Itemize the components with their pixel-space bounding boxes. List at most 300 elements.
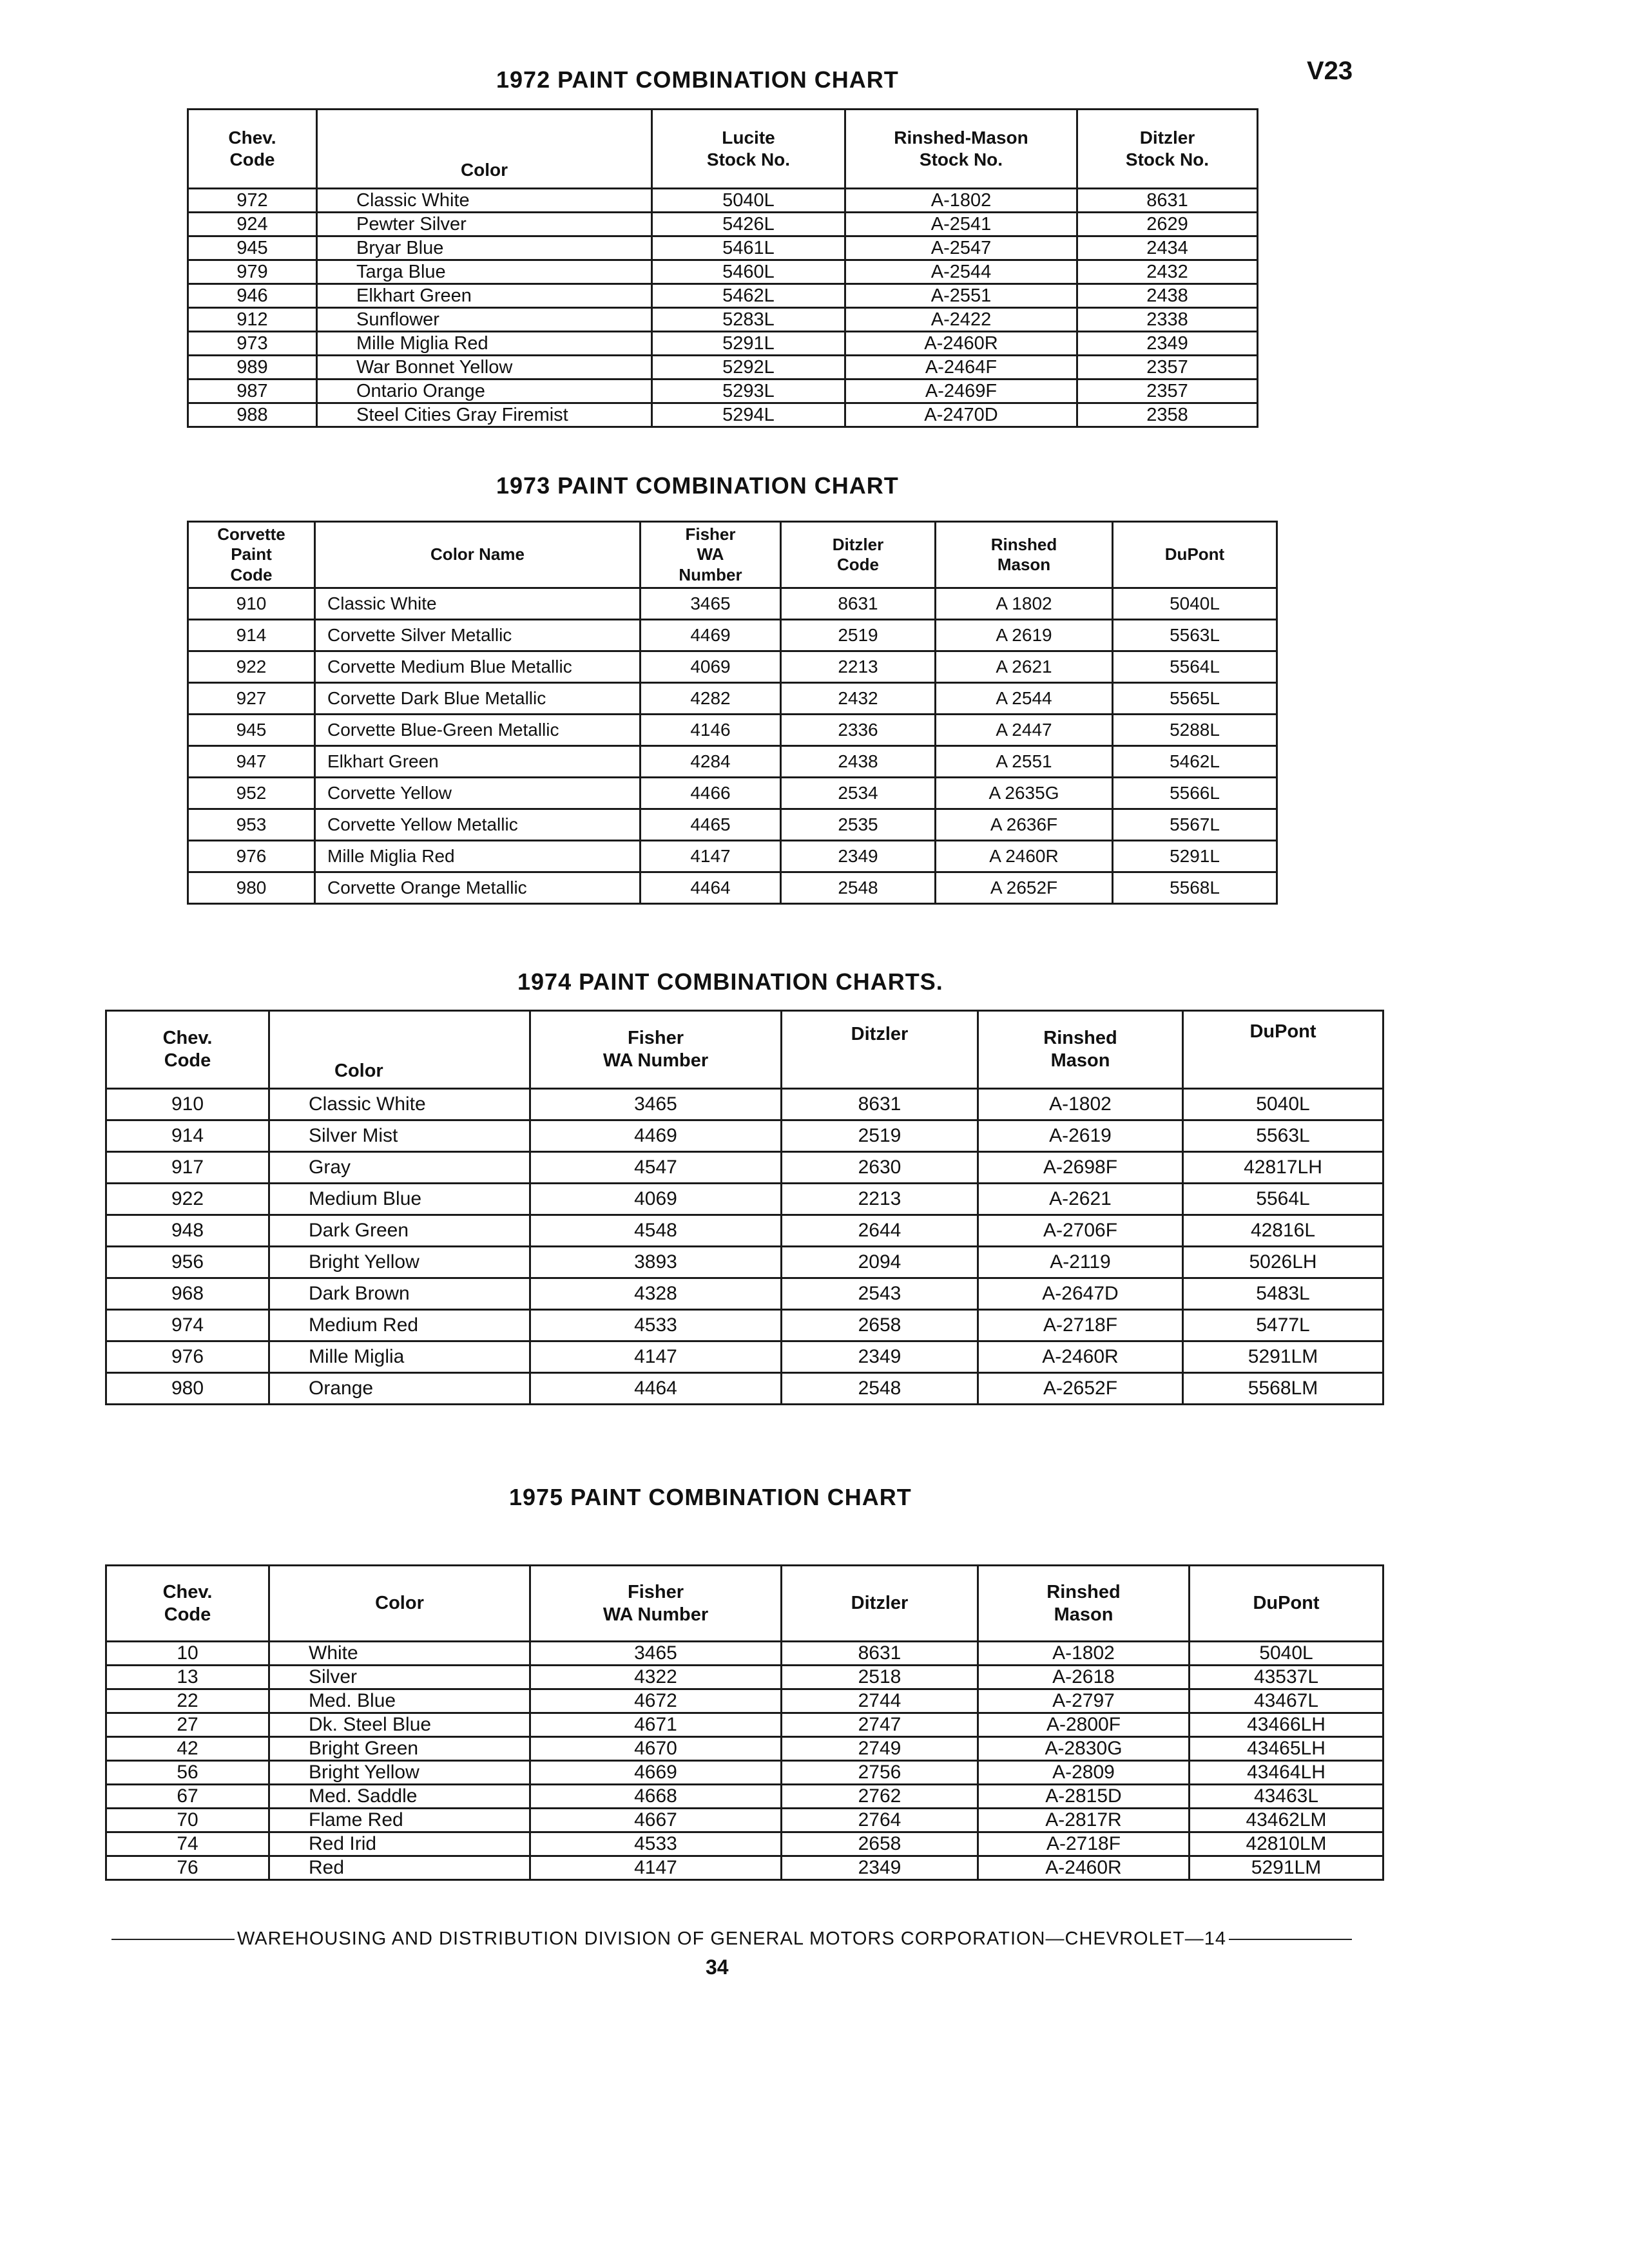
table-cell: 5564L — [1183, 1184, 1383, 1215]
table-cell: A-2718F — [978, 1832, 1190, 1856]
table-cell: Corvette Silver Metallic — [315, 620, 641, 651]
table-cell: 947 — [188, 746, 315, 778]
table-cell: 5040L — [652, 189, 845, 213]
table-cell: 2519 — [782, 1120, 978, 1152]
table-cell: A-2460R — [845, 332, 1077, 356]
table-cell: 5461L — [652, 236, 845, 260]
header-lucite: Lucite Stock No. — [652, 110, 845, 189]
table-cell: A-2698F — [978, 1152, 1183, 1184]
table-cell: 5288L — [1113, 715, 1277, 746]
table-cell: A 2544 — [936, 683, 1113, 715]
table-cell: 2519 — [781, 620, 936, 651]
table-cell: 76 — [106, 1856, 269, 1880]
table-cell: 8631 — [782, 1089, 978, 1120]
table-cell: A-2800F — [978, 1713, 1190, 1737]
header-dupont: DuPont — [1113, 522, 1277, 588]
table-cell: 42817LH — [1183, 1152, 1383, 1184]
table-row — [188, 715, 1277, 746]
table-cell: 2658 — [782, 1310, 978, 1341]
table-cell: 4547 — [530, 1152, 782, 1184]
table-row — [106, 1089, 1383, 1120]
table-cell: A-2621 — [978, 1184, 1183, 1215]
footer-rule-right — [1229, 1939, 1352, 1940]
table-cell: 4147 — [530, 1856, 782, 1880]
table-cell: 5291LM — [1183, 1341, 1383, 1373]
table-cell: Med. Saddle — [269, 1785, 530, 1809]
table-row — [188, 260, 1258, 284]
table-cell: War Bonnet Yellow — [317, 356, 652, 380]
table-cell: 4668 — [530, 1785, 782, 1809]
table-row — [106, 1341, 1383, 1373]
table-cell: Corvette Yellow — [315, 778, 641, 809]
table-cell: 914 — [106, 1120, 269, 1152]
table-cell: 972 — [188, 189, 317, 213]
header-color-name: Color Name — [315, 522, 641, 588]
table-row — [106, 1247, 1383, 1278]
table-cell: Ontario Orange — [317, 380, 652, 403]
table-cell: 5563L — [1113, 620, 1277, 651]
table-cell: A 2635G — [936, 778, 1113, 809]
table-cell: Silver — [269, 1666, 530, 1689]
table-cell: 3465 — [530, 1089, 782, 1120]
table-row — [188, 809, 1277, 841]
table-cell: Bryar Blue — [317, 236, 652, 260]
table-cell: Corvette Blue-Green Metallic — [315, 715, 641, 746]
table-cell: Dark Brown — [269, 1278, 530, 1310]
table-row — [106, 1761, 1383, 1785]
table-row — [188, 651, 1277, 683]
table-cell: 4147 — [530, 1341, 782, 1373]
table-row — [106, 1310, 1383, 1341]
table-cell: 4322 — [530, 1666, 782, 1689]
chart-1975-title: 1975 PAINT COMBINATION CHART — [509, 1484, 912, 1510]
table-cell: 4466 — [641, 778, 781, 809]
table-cell: 956 — [106, 1247, 269, 1278]
table-cell: 67 — [106, 1785, 269, 1809]
table-row — [188, 841, 1277, 872]
table-cell: 2349 — [1077, 332, 1258, 356]
table-cell: 948 — [106, 1215, 269, 1247]
table-cell: 953 — [188, 809, 315, 841]
header-rinshed-mason: Rinshed Mason — [978, 1566, 1190, 1642]
table-row — [188, 620, 1277, 651]
table-cell: Elkhart Green — [317, 284, 652, 308]
header-dupont: DuPont — [1190, 1566, 1383, 1642]
table-cell: 5294L — [652, 403, 845, 427]
header-chev-code: Chev. Code — [106, 1011, 269, 1089]
table-cell: Medium Red — [269, 1310, 530, 1341]
header-chev-code: Chev. Code — [106, 1566, 269, 1642]
table-cell: A-2652F — [978, 1373, 1183, 1405]
table-cell: 5291LM — [1190, 1856, 1383, 1880]
header-ditzler-code: Ditzler Code — [781, 522, 936, 588]
table-cell: A-2618 — [978, 1666, 1190, 1689]
paint-table-1974 — [105, 1010, 1384, 1405]
table-cell: 74 — [106, 1832, 269, 1856]
table-cell: A-1802 — [978, 1642, 1190, 1666]
table-cell: 2349 — [782, 1856, 978, 1880]
page-number: 34 — [706, 1956, 729, 1979]
table-cell: 22 — [106, 1689, 269, 1713]
table-row — [106, 1642, 1383, 1666]
table-row — [188, 189, 1258, 213]
table-cell: A 1802 — [936, 588, 1113, 620]
chart-1974-title: 1974 PAINT COMBINATION CHARTS. — [517, 968, 943, 995]
table-row — [106, 1278, 1383, 1310]
table-cell: 976 — [106, 1341, 269, 1373]
table-cell: Classic White — [315, 588, 641, 620]
table-cell: 980 — [188, 872, 315, 904]
table-cell: 2518 — [782, 1666, 978, 1689]
table-cell: 4464 — [530, 1373, 782, 1405]
table-cell: Red Irid — [269, 1832, 530, 1856]
table-cell: 2762 — [782, 1785, 978, 1809]
table-cell: 979 — [188, 260, 317, 284]
table-cell: 2432 — [781, 683, 936, 715]
table-cell: A-2551 — [845, 284, 1077, 308]
table-cell: 987 — [188, 380, 317, 403]
table-cell: Classic White — [269, 1089, 530, 1120]
table-cell: 4669 — [530, 1761, 782, 1785]
table-cell: 4146 — [641, 715, 781, 746]
table-cell: 4670 — [530, 1737, 782, 1761]
table-cell: 43465LH — [1190, 1737, 1383, 1761]
table-cell: 5293L — [652, 380, 845, 403]
table-cell: Bright Yellow — [269, 1761, 530, 1785]
table-cell: 3893 — [530, 1247, 782, 1278]
table-cell: 2658 — [782, 1832, 978, 1856]
table-cell: A-2541 — [845, 213, 1077, 236]
table-cell: 5426L — [652, 213, 845, 236]
table-cell: 5462L — [652, 284, 845, 308]
paint-table-1973 — [187, 521, 1278, 905]
table-cell: 2357 — [1077, 356, 1258, 380]
table-cell: A 2619 — [936, 620, 1113, 651]
table-cell: 974 — [106, 1310, 269, 1341]
table-cell: 2432 — [1077, 260, 1258, 284]
table-row — [188, 380, 1258, 403]
table-cell: 42816L — [1183, 1215, 1383, 1247]
page-code: V23 — [1307, 57, 1353, 85]
table-cell: A-1802 — [978, 1089, 1183, 1120]
table-cell: 56 — [106, 1761, 269, 1785]
table-cell: 2764 — [782, 1809, 978, 1832]
table-cell: A-2470D — [845, 403, 1077, 427]
header-rinshed-mason: Rinshed-Mason Stock No. — [845, 110, 1077, 189]
table-cell: 5477L — [1183, 1310, 1383, 1341]
table-cell: 5564L — [1113, 651, 1277, 683]
table-cell: 3465 — [641, 588, 781, 620]
table-cell: A 2636F — [936, 809, 1113, 841]
table-cell: A-2619 — [978, 1120, 1183, 1152]
footer — [111, 1928, 1352, 1950]
table-cell: A-2718F — [978, 1310, 1183, 1341]
table-cell: 980 — [106, 1373, 269, 1405]
table-cell: 952 — [188, 778, 315, 809]
table-cell: 5568LM — [1183, 1373, 1383, 1405]
table-cell: Corvette Dark Blue Metallic — [315, 683, 641, 715]
header-ditzler: Ditzler — [782, 1011, 978, 1089]
table-row — [188, 332, 1258, 356]
table-row — [188, 778, 1277, 809]
table-cell: 2629 — [1077, 213, 1258, 236]
table-cell: Pewter Silver — [317, 213, 652, 236]
header-ditzler: Ditzler — [782, 1566, 978, 1642]
table-cell: 5483L — [1183, 1278, 1383, 1310]
table-cell: 922 — [106, 1184, 269, 1215]
table-cell: 5567L — [1113, 809, 1277, 841]
table-cell: 2213 — [781, 651, 936, 683]
table-cell: 5568L — [1113, 872, 1277, 904]
table-cell: 5040L — [1183, 1089, 1383, 1120]
header-ditzler: Ditzler Stock No. — [1077, 110, 1258, 189]
table-cell: 5292L — [652, 356, 845, 380]
table-cell: 2349 — [782, 1341, 978, 1373]
table-cell: 8631 — [781, 588, 936, 620]
table-cell: Orange — [269, 1373, 530, 1405]
table-cell: Corvette Medium Blue Metallic — [315, 651, 641, 683]
table-cell: Dark Green — [269, 1215, 530, 1247]
table-cell: 4464 — [641, 872, 781, 904]
table-cell: 2747 — [782, 1713, 978, 1737]
table-cell: 2744 — [782, 1689, 978, 1713]
table-cell: 42 — [106, 1737, 269, 1761]
table-cell: Dk. Steel Blue — [269, 1713, 530, 1737]
header-color: Color — [317, 110, 652, 189]
table-row — [106, 1809, 1383, 1832]
table-cell: 4469 — [530, 1120, 782, 1152]
table-cell: 914 — [188, 620, 315, 651]
table-cell: A-2119 — [978, 1247, 1183, 1278]
table-cell: 910 — [106, 1089, 269, 1120]
table-cell: 2358 — [1077, 403, 1258, 427]
table-row — [188, 683, 1277, 715]
table-cell: A 2447 — [936, 715, 1113, 746]
table-cell: 5040L — [1190, 1642, 1383, 1666]
chart-1973-title: 1973 PAINT COMBINATION CHART — [496, 472, 899, 499]
table-cell: 5566L — [1113, 778, 1277, 809]
table-cell: A-2469F — [845, 380, 1077, 403]
table-cell: 2438 — [1077, 284, 1258, 308]
table-cell: White — [269, 1642, 530, 1666]
table-row — [106, 1689, 1383, 1713]
table-cell: 5291L — [652, 332, 845, 356]
table-row — [188, 588, 1277, 620]
table-row — [106, 1152, 1383, 1184]
table-cell: 989 — [188, 356, 317, 380]
table-row — [188, 284, 1258, 308]
table-row — [106, 1184, 1383, 1215]
table-cell: 5563L — [1183, 1120, 1383, 1152]
table-cell: A 2460R — [936, 841, 1113, 872]
table-cell: Classic White — [317, 189, 652, 213]
table-cell: 2434 — [1077, 236, 1258, 260]
paint-table-1972 — [187, 108, 1258, 428]
table-cell: A-2647D — [978, 1278, 1183, 1310]
table-cell: 4328 — [530, 1278, 782, 1310]
table-cell: 5460L — [652, 260, 845, 284]
footer-rule-left — [111, 1939, 235, 1940]
table-row — [106, 1215, 1383, 1247]
table-cell: 4672 — [530, 1689, 782, 1713]
table-cell: 917 — [106, 1152, 269, 1184]
table-cell: 3465 — [530, 1642, 782, 1666]
table-cell: 4069 — [530, 1184, 782, 1215]
table-cell: 945 — [188, 715, 315, 746]
header-color: Color — [269, 1011, 530, 1089]
table-cell: 43463L — [1190, 1785, 1383, 1809]
table-cell: 43464LH — [1190, 1761, 1383, 1785]
table-cell: 13 — [106, 1666, 269, 1689]
table-cell: A 2652F — [936, 872, 1113, 904]
table-cell: Bright Green — [269, 1737, 530, 1761]
header-chev-code: Chev. Code — [188, 110, 317, 189]
table-cell: 43467L — [1190, 1689, 1383, 1713]
paint-table-1975 — [105, 1564, 1384, 1881]
table-cell: A-2460R — [978, 1341, 1183, 1373]
table-row — [188, 308, 1258, 332]
table-cell: 2749 — [782, 1737, 978, 1761]
table-cell: 976 — [188, 841, 315, 872]
table-cell: 4533 — [530, 1832, 782, 1856]
table-cell: 4671 — [530, 1713, 782, 1737]
table-row — [188, 356, 1258, 380]
table-cell: Mille Miglia Red — [315, 841, 641, 872]
table-row — [188, 872, 1277, 904]
table-cell: 5291L — [1113, 841, 1277, 872]
table-row — [188, 236, 1258, 260]
table-row — [106, 1713, 1383, 1737]
table-cell: Silver Mist — [269, 1120, 530, 1152]
table-cell: 2548 — [781, 872, 936, 904]
table-cell: 945 — [188, 236, 317, 260]
table-cell: Steel Cities Gray Firemist — [317, 403, 652, 427]
table-cell: Sunflower — [317, 308, 652, 332]
header-rinshed-mason: Rinshed Mason — [936, 522, 1113, 588]
table-cell: 988 — [188, 403, 317, 427]
table-cell: A-2422 — [845, 308, 1077, 332]
table-cell: 2438 — [781, 746, 936, 778]
table-cell: 2535 — [781, 809, 936, 841]
table-cell: 922 — [188, 651, 315, 683]
table-cell: 2756 — [782, 1761, 978, 1785]
table-row — [106, 1785, 1383, 1809]
table-row — [106, 1666, 1383, 1689]
table-cell: A-2706F — [978, 1215, 1183, 1247]
table-cell: 8631 — [1077, 189, 1258, 213]
table-cell: 4282 — [641, 683, 781, 715]
table-row — [106, 1120, 1383, 1152]
table-cell: 2336 — [781, 715, 936, 746]
table-cell: 2644 — [782, 1215, 978, 1247]
table-cell: 8631 — [782, 1642, 978, 1666]
table-cell: 42810LM — [1190, 1832, 1383, 1856]
table-cell: 4069 — [641, 651, 781, 683]
table-cell: 70 — [106, 1809, 269, 1832]
table-cell: A-2815D — [978, 1785, 1190, 1809]
table-cell: 973 — [188, 332, 317, 356]
table-cell: 4548 — [530, 1215, 782, 1247]
table-cell: 5040L — [1113, 588, 1277, 620]
table-cell: 4147 — [641, 841, 781, 872]
table-cell: 5283L — [652, 308, 845, 332]
table-cell: A-2809 — [978, 1761, 1190, 1785]
table-cell: Red — [269, 1856, 530, 1880]
table-cell: 4533 — [530, 1310, 782, 1341]
header-rinshed-mason: Rinshed Mason — [978, 1011, 1183, 1089]
table-cell: Mille Miglia — [269, 1341, 530, 1373]
table-cell: 910 — [188, 588, 315, 620]
table-cell: Bright Yellow — [269, 1247, 530, 1278]
table-cell: 968 — [106, 1278, 269, 1310]
table-row — [106, 1832, 1383, 1856]
table-cell: 2543 — [782, 1278, 978, 1310]
table-cell: A-1802 — [845, 189, 1077, 213]
table-cell: 2338 — [1077, 308, 1258, 332]
header-dupont: DuPont — [1183, 1011, 1383, 1089]
table-cell: 2349 — [781, 841, 936, 872]
table-cell: 924 — [188, 213, 317, 236]
table-cell: Medium Blue — [269, 1184, 530, 1215]
table-cell: A-2797 — [978, 1689, 1190, 1713]
table-cell: 4469 — [641, 620, 781, 651]
table-cell: Mille Miglia Red — [317, 332, 652, 356]
table-row — [106, 1373, 1383, 1405]
table-cell: 2213 — [782, 1184, 978, 1215]
table-cell: 27 — [106, 1713, 269, 1737]
table-cell: Targa Blue — [317, 260, 652, 284]
table-cell: 2548 — [782, 1373, 978, 1405]
table-cell: A-2460R — [978, 1856, 1190, 1880]
table-row — [188, 403, 1258, 427]
table-row — [188, 213, 1258, 236]
table-cell: A-2817R — [978, 1809, 1190, 1832]
header-fisher-wa-number: Fisher WA Number — [641, 522, 781, 588]
table-cell: Corvette Yellow Metallic — [315, 809, 641, 841]
table-cell: Elkhart Green — [315, 746, 641, 778]
table-cell: 2630 — [782, 1152, 978, 1184]
table-cell: Gray — [269, 1152, 530, 1184]
header-fisher-wa-number: Fisher WA Number — [530, 1566, 782, 1642]
header-color: Color — [269, 1566, 530, 1642]
table-cell: A-2544 — [845, 260, 1077, 284]
table-row — [188, 746, 1277, 778]
table-cell: 2534 — [781, 778, 936, 809]
table-cell: 43537L — [1190, 1666, 1383, 1689]
table-cell: 2357 — [1077, 380, 1258, 403]
table-cell: 946 — [188, 284, 317, 308]
table-cell: 4667 — [530, 1809, 782, 1832]
table-cell: 43462LM — [1190, 1809, 1383, 1832]
chart-1972-title: 1972 PAINT COMBINATION CHART — [496, 66, 899, 93]
table-cell: 4284 — [641, 746, 781, 778]
table-cell: 4465 — [641, 809, 781, 841]
table-cell: 2094 — [782, 1247, 978, 1278]
table-row — [106, 1856, 1383, 1880]
table-cell: Corvette Orange Metallic — [315, 872, 641, 904]
table-cell: A-2464F — [845, 356, 1077, 380]
table-cell: A-2830G — [978, 1737, 1190, 1761]
table-cell: 10 — [106, 1642, 269, 1666]
table-cell: Med. Blue — [269, 1689, 530, 1713]
table-cell: A 2621 — [936, 651, 1113, 683]
table-row — [106, 1737, 1383, 1761]
table-cell: 43466LH — [1190, 1713, 1383, 1737]
table-cell: 912 — [188, 308, 317, 332]
header-corvette-paint-code: Corvette Paint Code — [188, 522, 315, 588]
table-cell: Flame Red — [269, 1809, 530, 1832]
table-cell: 5026LH — [1183, 1247, 1383, 1278]
